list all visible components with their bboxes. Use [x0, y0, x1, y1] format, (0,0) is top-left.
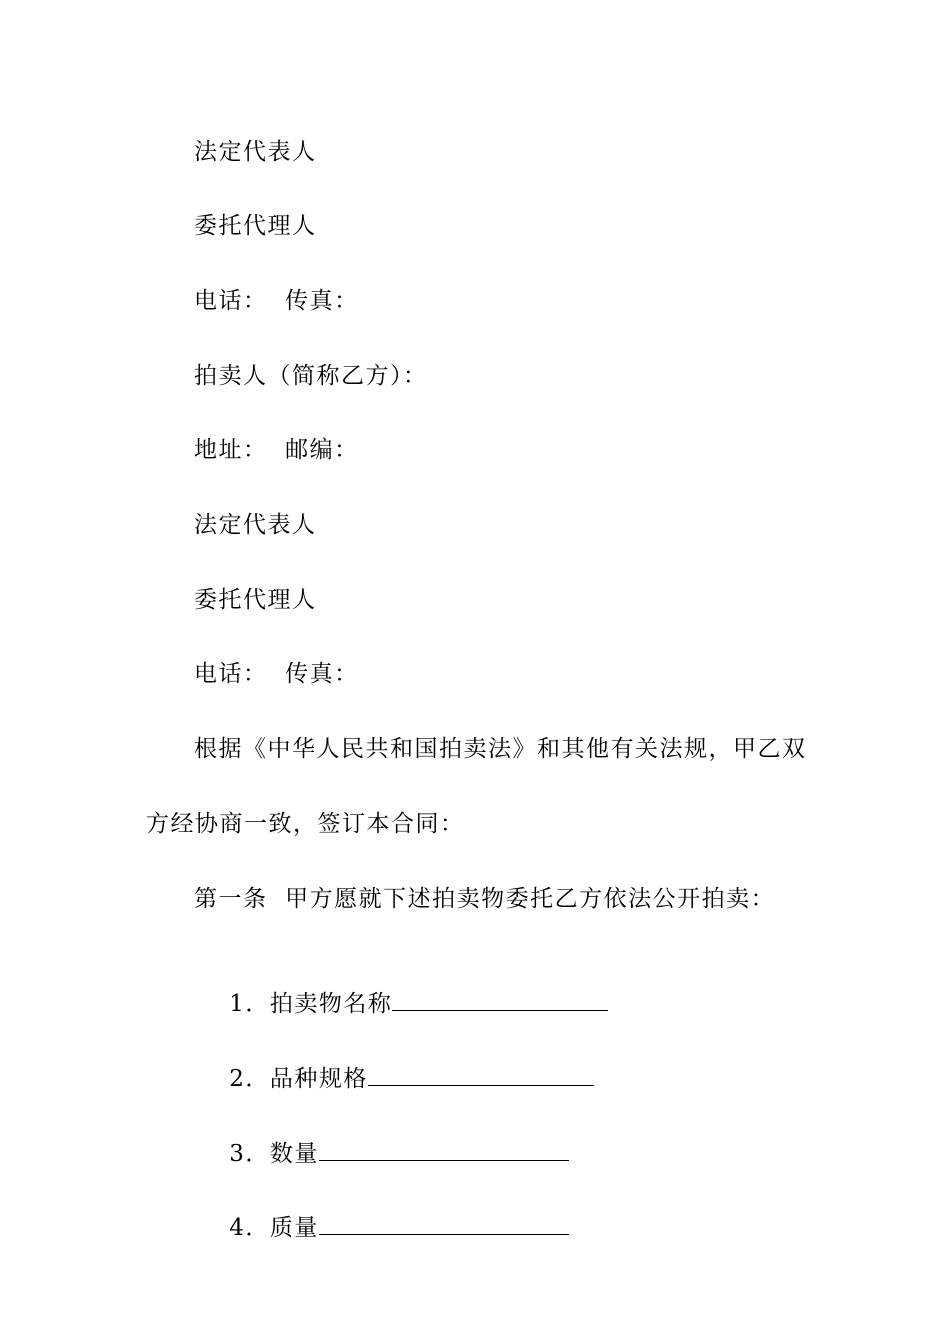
item-spec-blank [368, 1063, 594, 1086]
legal-representative-line: 法定代表人 [194, 139, 317, 165]
phone-fax-line-2: 电话： 传真： [194, 661, 359, 687]
authorized-agent-line-2: 委托代理人 [194, 587, 317, 613]
legal-representative-line-2: 法定代表人 [194, 512, 317, 538]
phone-fax-line: 电话： 传真： [194, 288, 359, 314]
item-name-label: 1．拍卖物名称 [229, 991, 393, 1017]
preamble-paragraph-line-1: 根据《中华人民共和国拍卖法》和其他有关法规，甲乙双 [194, 736, 807, 762]
quality-label: 4．质量 [229, 1215, 319, 1241]
authorized-agent-line: 委托代理人 [194, 213, 317, 239]
quality-field [194, 1182, 569, 1273]
quantity-blank [319, 1138, 569, 1161]
item-spec-label: 2．品种规格 [229, 1066, 368, 1092]
quantity-label: 3．数量 [229, 1141, 319, 1167]
auctioneer-party-b-line: 拍卖人（简称乙方）： [194, 363, 428, 389]
address-postcode-line: 地址： 邮编： [194, 437, 359, 463]
item-name-blank [392, 988, 608, 1011]
article-one-line: 第一条 甲方愿就下述拍卖物委托乙方依法公开拍卖： [194, 886, 776, 912]
preamble-paragraph-line-2: 方经协商一致，签订本合同： [146, 811, 465, 837]
quality-blank [319, 1212, 569, 1235]
